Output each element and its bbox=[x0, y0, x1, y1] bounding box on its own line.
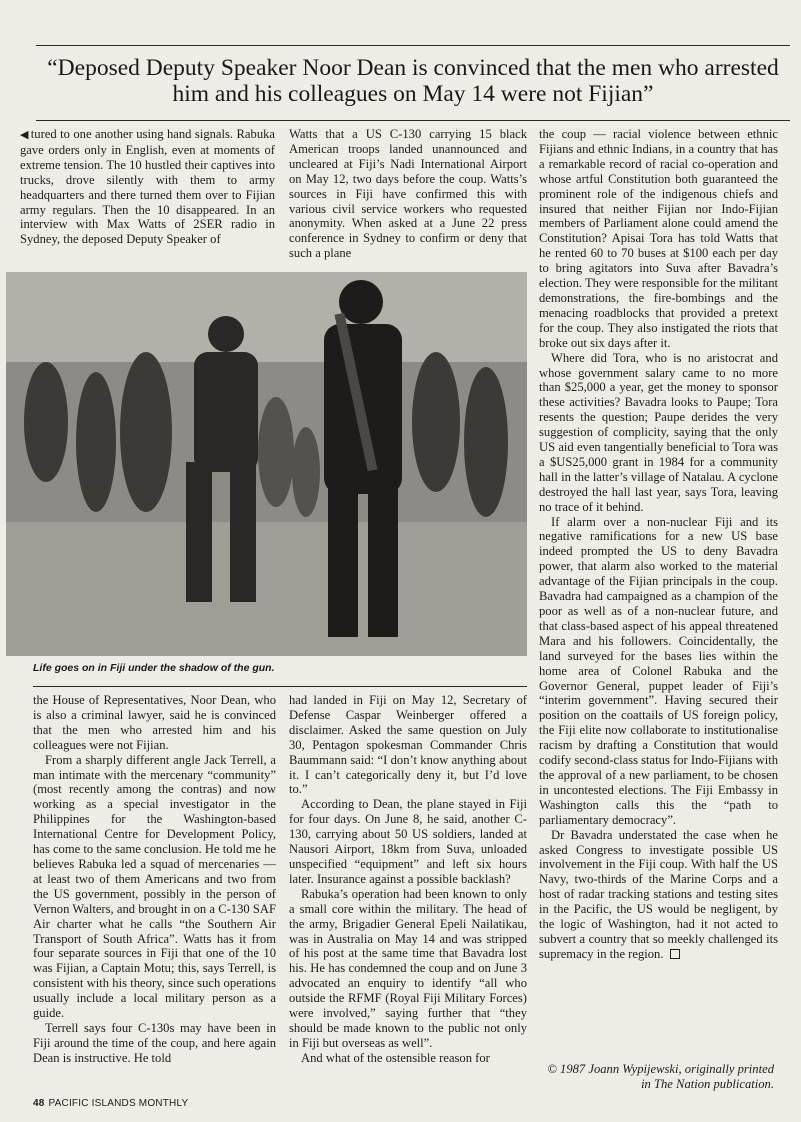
page-footer bbox=[33, 1098, 188, 1109]
publication-name: PACIFIC ISLANDS MONTHLY bbox=[48, 1098, 189, 1109]
top-rule bbox=[36, 45, 790, 46]
paragraph: From a sharply different angle Jack Terrell, a man intimate with the mercenary “community” (most recently among the contras) and now working as a special investigator in the Philippines for the Washington-based International Centre for Development Policy, has come to the same conclusion. He told me he believes Rabuka led a squad of mercenaries — at least two of them Americans and two from the US government, possibly in the person of Vernon Walters, and brought in on a C-130 SAF Air charter what he calls “the Southern Air Transport of South Africa”. Watts has it from four separate sources in Fiji that one of the 10 was Fijian, a Captain Motu; this, says Terrell, is consistent with his theory, since such operations usually include a local military person as a guide. bbox=[33, 752, 276, 1021]
news-photo bbox=[6, 272, 527, 656]
photo-caption: Life goes on in Fiji under the shadow of the gun. bbox=[33, 662, 275, 674]
column-3 bbox=[539, 127, 778, 962]
paragraph: Rabuka’s operation had been known to only a small core within the military. The head of the army, Brigadier General Epeli Nailatikau, was in Australia on May 14 and was stripped of his post at the same time that Bavadra lost his. He has condemned the coup and on June 3 advocated an enquiry to identify “all who outside the RFMF (Royal Fiji Military Forces) were involved,” saying further that “they should be made known to the public not only in Fiji but overseas as well”. bbox=[289, 886, 527, 1050]
paragraph: Where did Tora, who is no aristocrat and whose government salary came to no more than $25,000 a year, get the money to sponsor these activities? Bavadra looks to Paupe; Tora resents the question; Paupe derides the very suggestion of complicity, saying that the only US aid even tangentially beneficial to Tora was a $US25,000 grant in 1984 for a community hall in the latter’s village of Natalau. A cyclone destroyed the hall last year, says Tora, leaving no trace of it behind. bbox=[539, 350, 778, 514]
paragraph: had landed in Fiji on May 12, Secretary of Defense Caspar Weinberger offered a disclaimer. Asked the same question on July 30, Pentagon spokesman Commander Chris Baummann said: “I don’t know anything about it. I can’t categorically deny it, but I’d love to.” bbox=[289, 693, 527, 797]
page-number: 48 bbox=[33, 1098, 45, 1109]
column-1-top bbox=[20, 127, 275, 247]
column-2-top-text: Watts that a US C-130 carrying 15 black American troops landed unannounced and uncleared at Fiji’s Nadi International Airport on May 12, two days before the coup. Watts’s sources in Fiji have confirmed this with various civil service workers who requested anonymity. When asked at a June 22 press conference in Sydney to confirm or deny that such a plane bbox=[289, 127, 527, 261]
pull-quote-rule bbox=[36, 120, 790, 121]
paragraph: According to Dean, the plane stayed in Fiji for four days. On June 8, he said, another C-130, carrying about 50 US soldiers, landed at Nausori Airport, 18km from Suva, unloaded unspecified “equipment” and left six hours later. Insurance against a possible backlash? bbox=[289, 797, 527, 886]
article-credit: © 1987 Joann Wypijewski, originally printed in The Nation publication. bbox=[547, 1062, 774, 1091]
paragraph: Dr Bavadra understated the case when he asked Congress to investigate possible US involvement in the Fiji coup. With half the US Navy, two-thirds of the Marine Corps and a host of radar tracking stations and testing sites in the Pacific, the US would be negligent, by the logic of Washington, had it not acted to subvert a country that so meekly challenged its supremacy in the region. bbox=[539, 827, 778, 961]
photo-soldier-crowd bbox=[6, 272, 527, 656]
column-1-top-text: tured to one another using hand signals. Rabuka gave orders only in English, even at moments of extreme tension. The 10 hustled their captives into trucks, drove silently with them to army headquarters and there turned them over to Fijian army regulars. Then the 10 disappeared. In an interview with Max Watts of 2SER radio in Sydney, the deposed Deputy Speaker of bbox=[20, 127, 275, 247]
paragraph: the coup — racial violence between ethnic Fijians and ethnic Indians, in a country that has a remarkable record of racial co-operation and whose artful Constitution both guaranteed the prominent role of the indigenous chiefs and insured that neither Fijian nor Indo-Fijian members of Parliament alone could amend the Constitution? Apisai Tora has told Watts that he rented 60 to 70 buses at $100 each per day to bring agitators into Suva after Bavadra’s election. They were responsible for the militant demonstrations, the fire-bombings and the menacing roadblocks that provided a pretext for the coup. They also instigated the riots that broke out six days after it. bbox=[539, 127, 778, 350]
end-mark-icon bbox=[670, 949, 680, 959]
paragraph: If alarm over a non-nuclear Fiji and its negative ramifications for a new US base indeed prompted the US to deny Bavadra power, that alarm also worked to the material advantage of the Fijian principals in the coup. Bavadra had campaigned as a champion of the poor as well as of a non-nuclear future, and that class-based aspect of his appeal threatened Mara and his followers. Coincidentally, the land surveyed for the bases lies within the home area of Colonel Rabuka and the Governor General, puppet leader of Fiji’s “interim government”. Having secured their position on the coattails of US foreign policy, the Fiji elite now collaborate to institutionalise racism by drafting a Constitution that would codify second-class status for Indo-Fijians with the approval of a new parliament, to be chosen in uncontested elections. The Fiji Embassy in Washington calls this the “path to parliamentary democracy”. bbox=[539, 514, 778, 827]
paragraph: And what of the ostensible reason for bbox=[301, 1050, 490, 1065]
continued-arrow-icon: ◀ bbox=[20, 129, 29, 141]
column-2-top bbox=[289, 127, 527, 261]
caption-rule bbox=[33, 686, 527, 687]
pull-quote: “Deposed Deputy Speaker Noor Dean is convinced that the men who arrested him and his colleagues on May 14 were not Fijian” bbox=[47, 55, 779, 107]
paragraph: the House of Representatives, Noor Dean, who is also a criminal lawyer, said he is convinced that the men who arrested him and his colleagues were not Fijian. bbox=[33, 693, 276, 752]
column-1-bottom bbox=[33, 693, 276, 1066]
paragraph: Terrell says four C-130s may have been in Fiji around the time of the coup, and here again Dean is instructive. He told bbox=[33, 1020, 276, 1065]
column-2-bottom bbox=[289, 693, 527, 1066]
